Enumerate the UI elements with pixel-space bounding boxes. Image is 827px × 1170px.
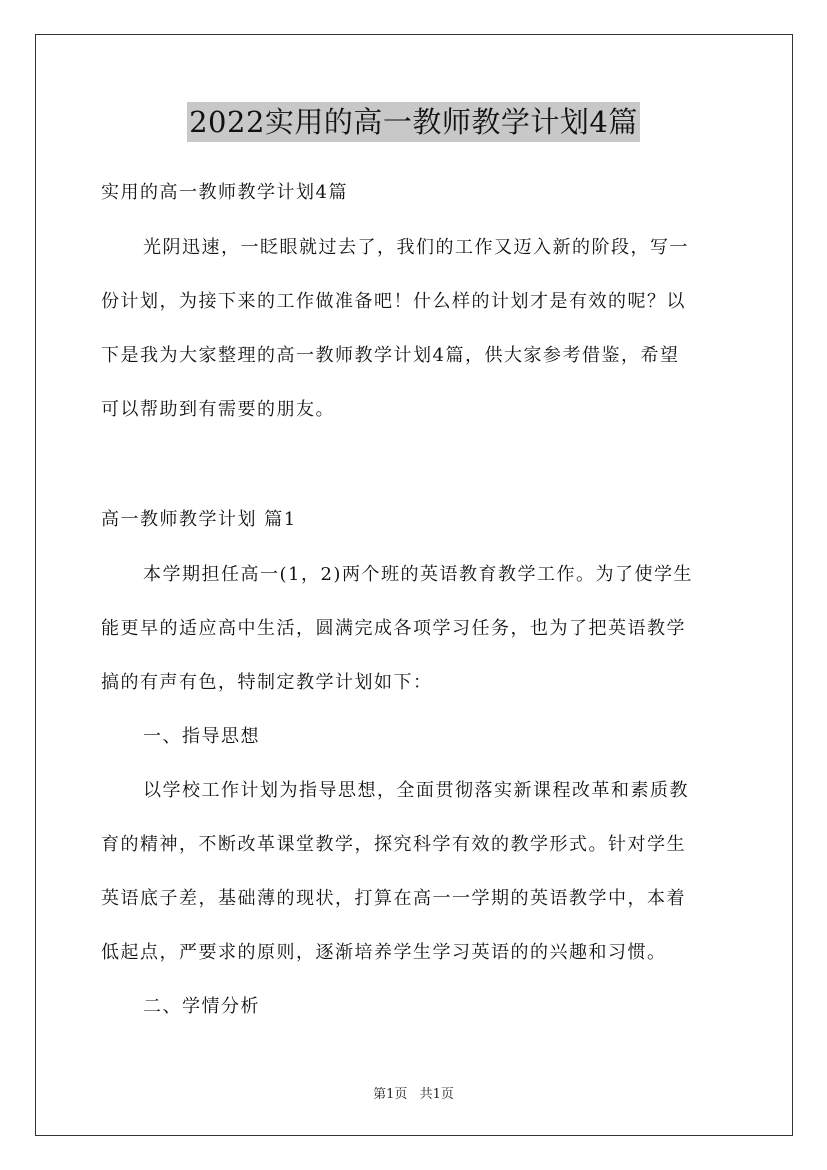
section1-heading: 高一教师教学计划 篇1 — [101, 509, 297, 530]
section1-line-1: 本学期担任高一(1，2)两个班的英语教育教学工作。为了使学生 — [143, 564, 693, 585]
guide-line-4: 低起点，严要求的原则，逐渐培养学生学习英语的的兴趣和习惯。 — [101, 942, 667, 963]
guide-line-1: 以学校工作计划为指导思想，全面贯彻落实新课程改革和素质教 — [143, 780, 689, 801]
heading-analysis: 二、学情分析 — [143, 996, 260, 1017]
intro-line-1: 光阴迅速，一眨眼就过去了，我们的工作又迈入新的阶段，写一 — [143, 237, 689, 258]
intro-line-4: 可以帮助到有需要的朋友。 — [101, 399, 335, 420]
guide-line-2: 育的精神，不断改革课堂教学，探究科学有效的教学形式。针对学生 — [101, 834, 686, 855]
guide-line-3: 英语底子差，基础薄的现状，打算在高一一学期的英语教学中，本着 — [101, 888, 686, 909]
intro-line-2: 份计划，为接下来的工作做准备吧！什么样的计划才是有效的呢？以 — [101, 291, 686, 312]
page-footer — [0, 1083, 827, 1102]
heading-guide: 一、指导思想 — [143, 726, 260, 747]
intro-line-3: 下是我为大家整理的高一教师教学计划4篇，供大家参考借鉴，希望 — [101, 345, 680, 366]
section1-line-2: 能更早的适应高中生活，圆满完成各项学习任务，也为了把英语教学 — [101, 618, 686, 639]
page-total: 共1页 — [419, 1087, 454, 1102]
section1-line-3: 搞的有声有色，特制定教学计划如下： — [101, 672, 433, 693]
document-title: 2022实用的高一教师教学计划4篇 — [187, 102, 640, 142]
title-container — [0, 102, 827, 142]
page-number: 第1页 — [373, 1087, 408, 1102]
subtitle: 实用的高一教师教学计划4篇 — [101, 182, 348, 203]
